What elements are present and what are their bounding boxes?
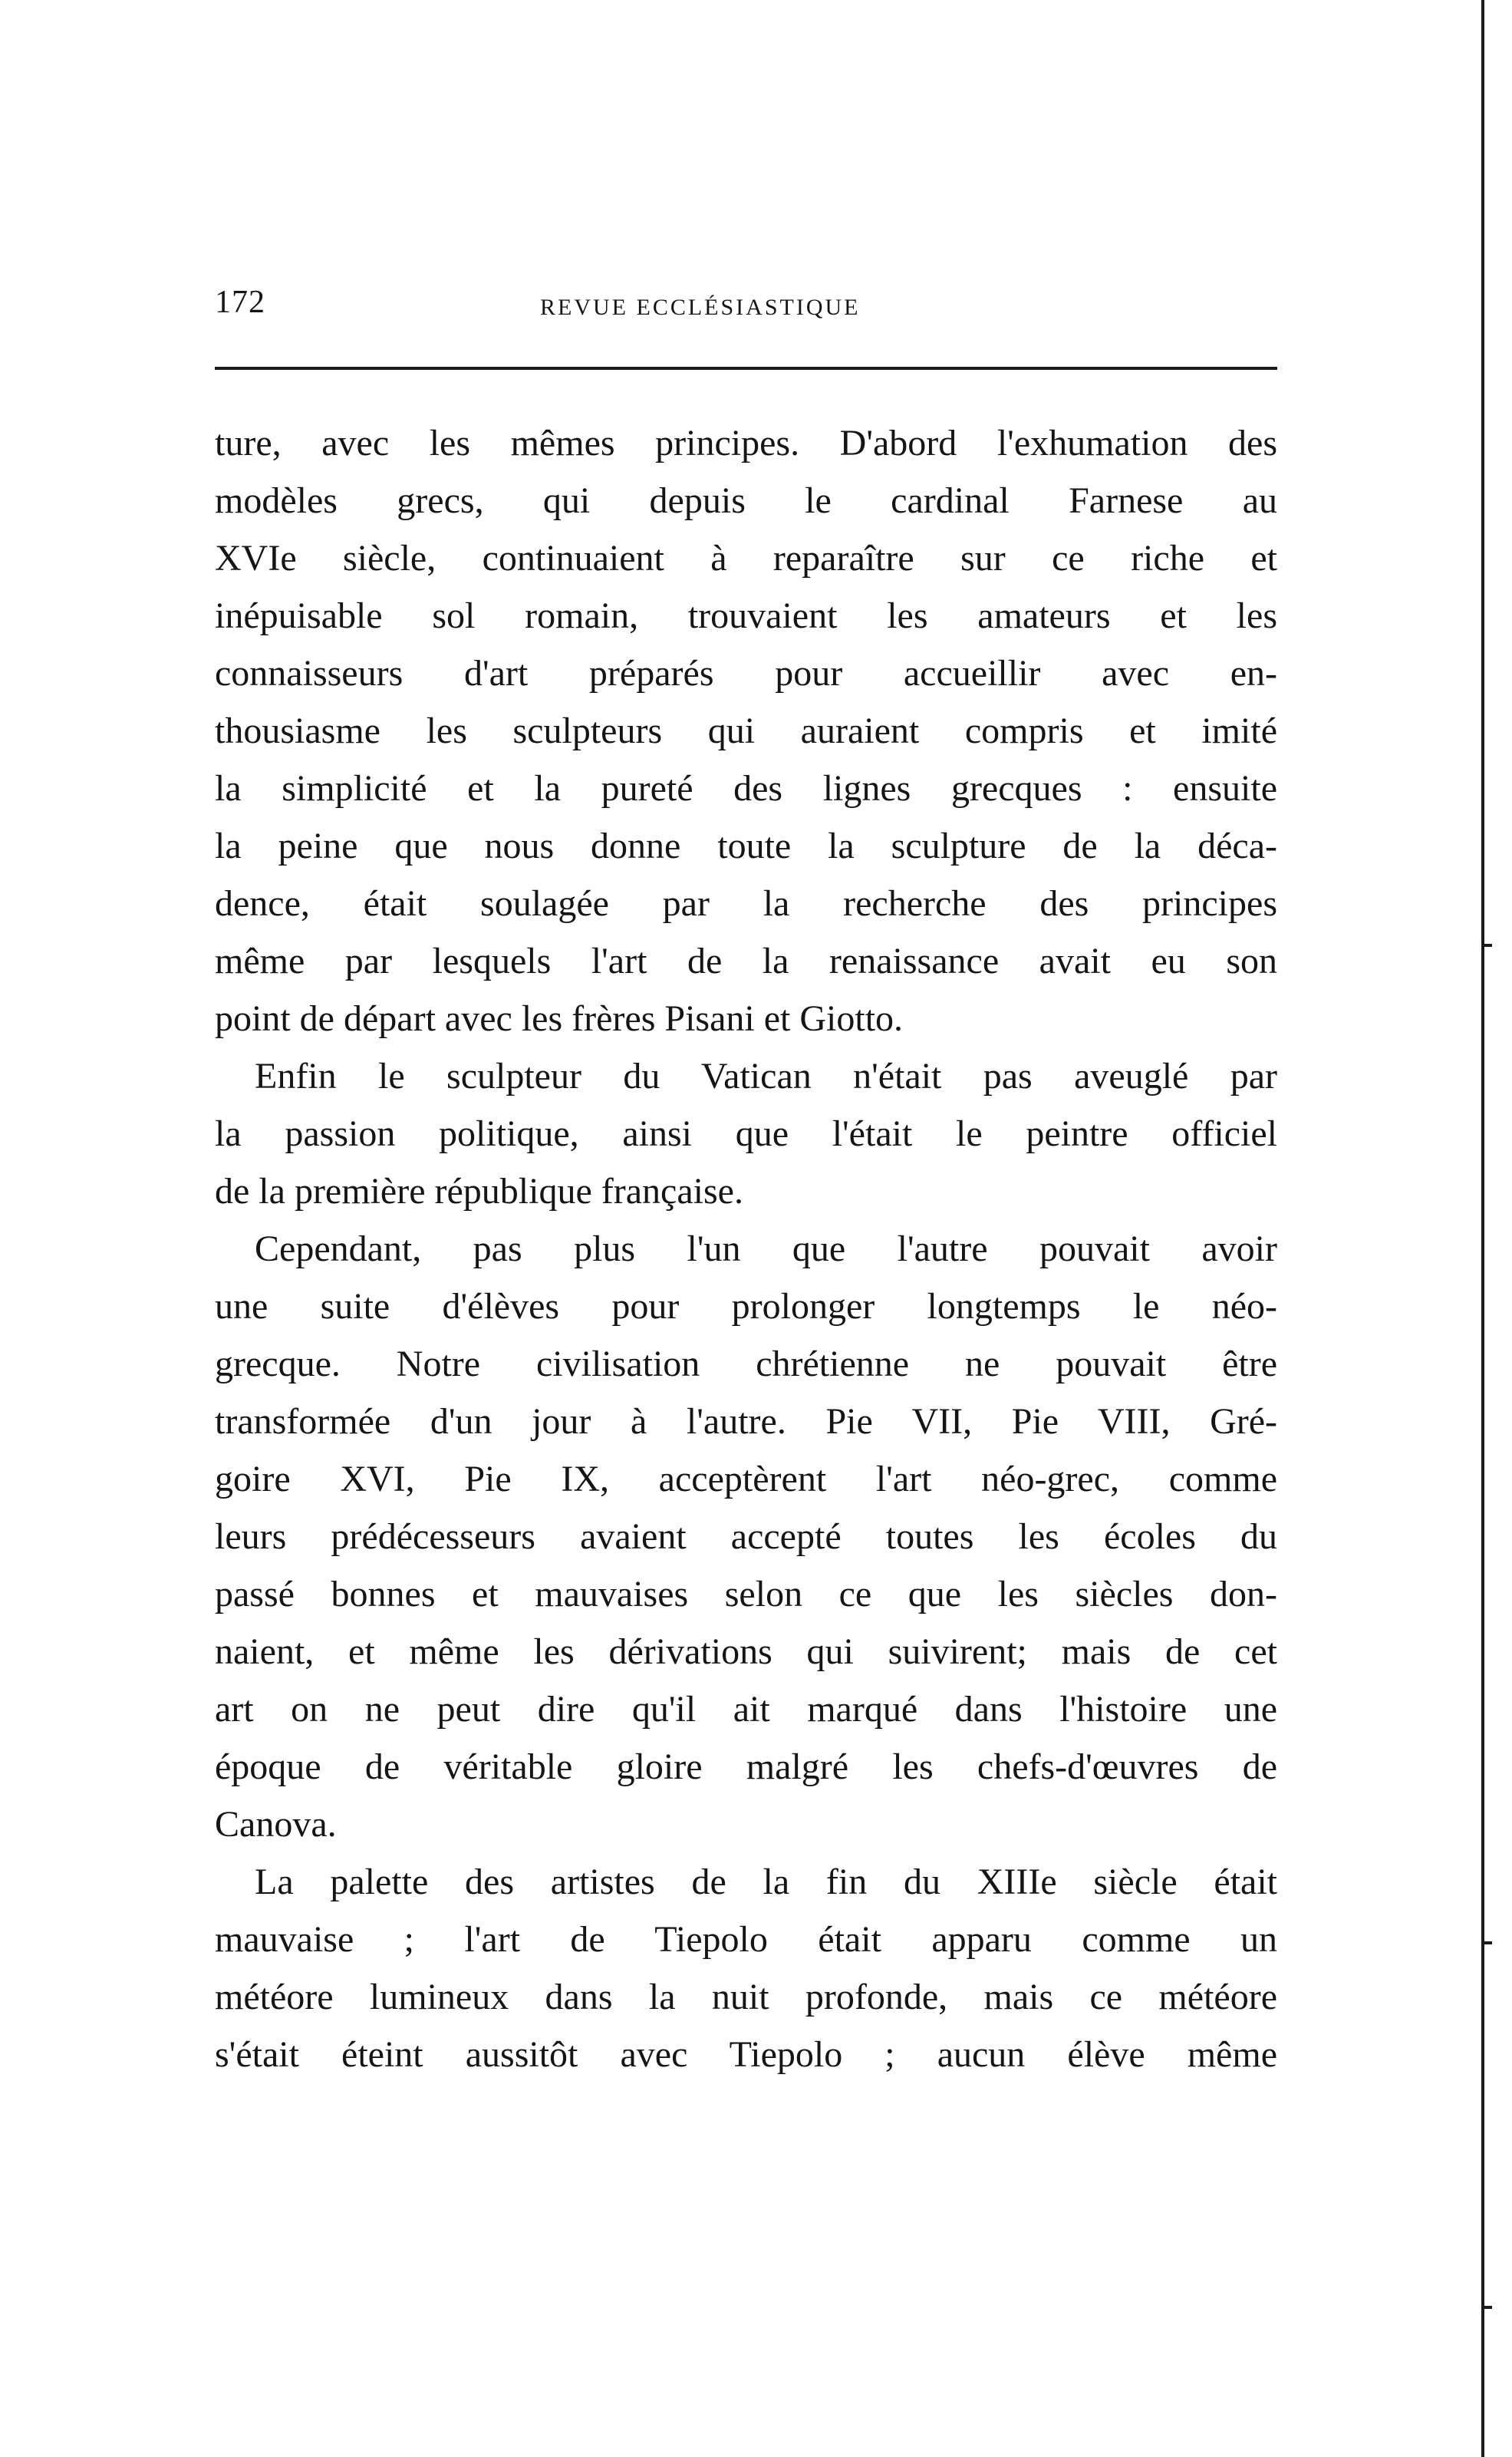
text-line: de la première république française. (215, 1171, 743, 1212)
text-line: mauvaise ; l'art de Tiepolo était apparu comme un (215, 1919, 1277, 1960)
text-line: connaisseurs d'art préparés pour accueillir avec en- (215, 653, 1277, 694)
text-line: XVIe siècle, continuaient à reparaître sur ce riche et (215, 538, 1277, 579)
text-line: passé bonnes et mauvaises selon ce que les siècles don- (215, 1574, 1277, 1614)
text-line: s'était éteint aussitôt avec Tiepolo ; aucun élève même (215, 2034, 1277, 2075)
text-line: Canova. (215, 1804, 337, 1845)
running-title: REVUE ECCLÉSIASTIQUE (540, 295, 861, 320)
text-line: Enfin le sculpteur du Vatican n'était pas aveuglé par (255, 1056, 1277, 1097)
text-line: Cependant, pas plus l'un que l'autre pouvait avoir (255, 1228, 1277, 1269)
paragraph (215, 1047, 1277, 1220)
paragraph (215, 414, 1277, 1047)
text-line: La palette des artistes de la fin du XIIIe siècle était (255, 1862, 1277, 1902)
text-line: même par lesquels l'art de la renaissance avait eu son (215, 941, 1277, 981)
text-line: art on ne peut dire qu'il ait marqué dans l'histoire une (215, 1689, 1277, 1730)
text-line: inépuisable sol romain, trouvaient les amateurs et les (215, 595, 1277, 636)
text-line: la peine que nous donne toute la sculpture de la déca- (215, 826, 1277, 866)
body-text (215, 414, 1277, 2083)
text-line: dence, était soulagée par la recherche des principes (215, 883, 1277, 924)
text-line: météore lumineux dans la nuit profonde, mais ce météore (215, 1977, 1277, 2017)
frame-tick (1484, 2306, 1492, 2309)
text-line: goire XVI, Pie IX, acceptèrent l'art néo-grec, comme (215, 1459, 1277, 1499)
text-line: la simplicité et la pureté des lignes grecques : ensuite (215, 768, 1277, 809)
page-frame-edge (1481, 0, 1484, 2457)
text-line: point de départ avec les frères Pisani et Giotto. (215, 998, 904, 1039)
frame-tick (1484, 944, 1492, 947)
frame-tick (1484, 1941, 1492, 1944)
header-rule (215, 367, 1277, 370)
text-line: une suite d'élèves pour prolonger longtemps le néo- (215, 1286, 1277, 1327)
text-line: transformée d'un jour à l'autre. Pie VII, Pie VIII, Gré- (215, 1401, 1277, 1442)
paragraph (215, 1220, 1277, 1853)
text-line: époque de véritable gloire malgré les chefs-d'œuvres de (215, 1746, 1277, 1787)
text-line: naient, et même les dérivations qui suivirent; mais de cet (215, 1631, 1277, 1672)
text-line: grecque. Notre civilisation chrétienne ne pouvait être (215, 1344, 1277, 1384)
paragraph (215, 1853, 1277, 2083)
text-line: la passion politique, ainsi que l'était le peintre officiel (215, 1113, 1277, 1154)
page-header (215, 284, 1277, 338)
page-number: 172 (215, 285, 265, 320)
text-line: ture, avec les mêmes principes. D'abord l'exhumation des (215, 423, 1277, 463)
text-line: leurs prédécesseurs avaient accepté toutes les écoles du (215, 1516, 1277, 1557)
text-line: thousiasme les sculpteurs qui auraient compris et imité (215, 711, 1277, 751)
text-line: modèles grecs, qui depuis le cardinal Farnese au (215, 480, 1277, 521)
